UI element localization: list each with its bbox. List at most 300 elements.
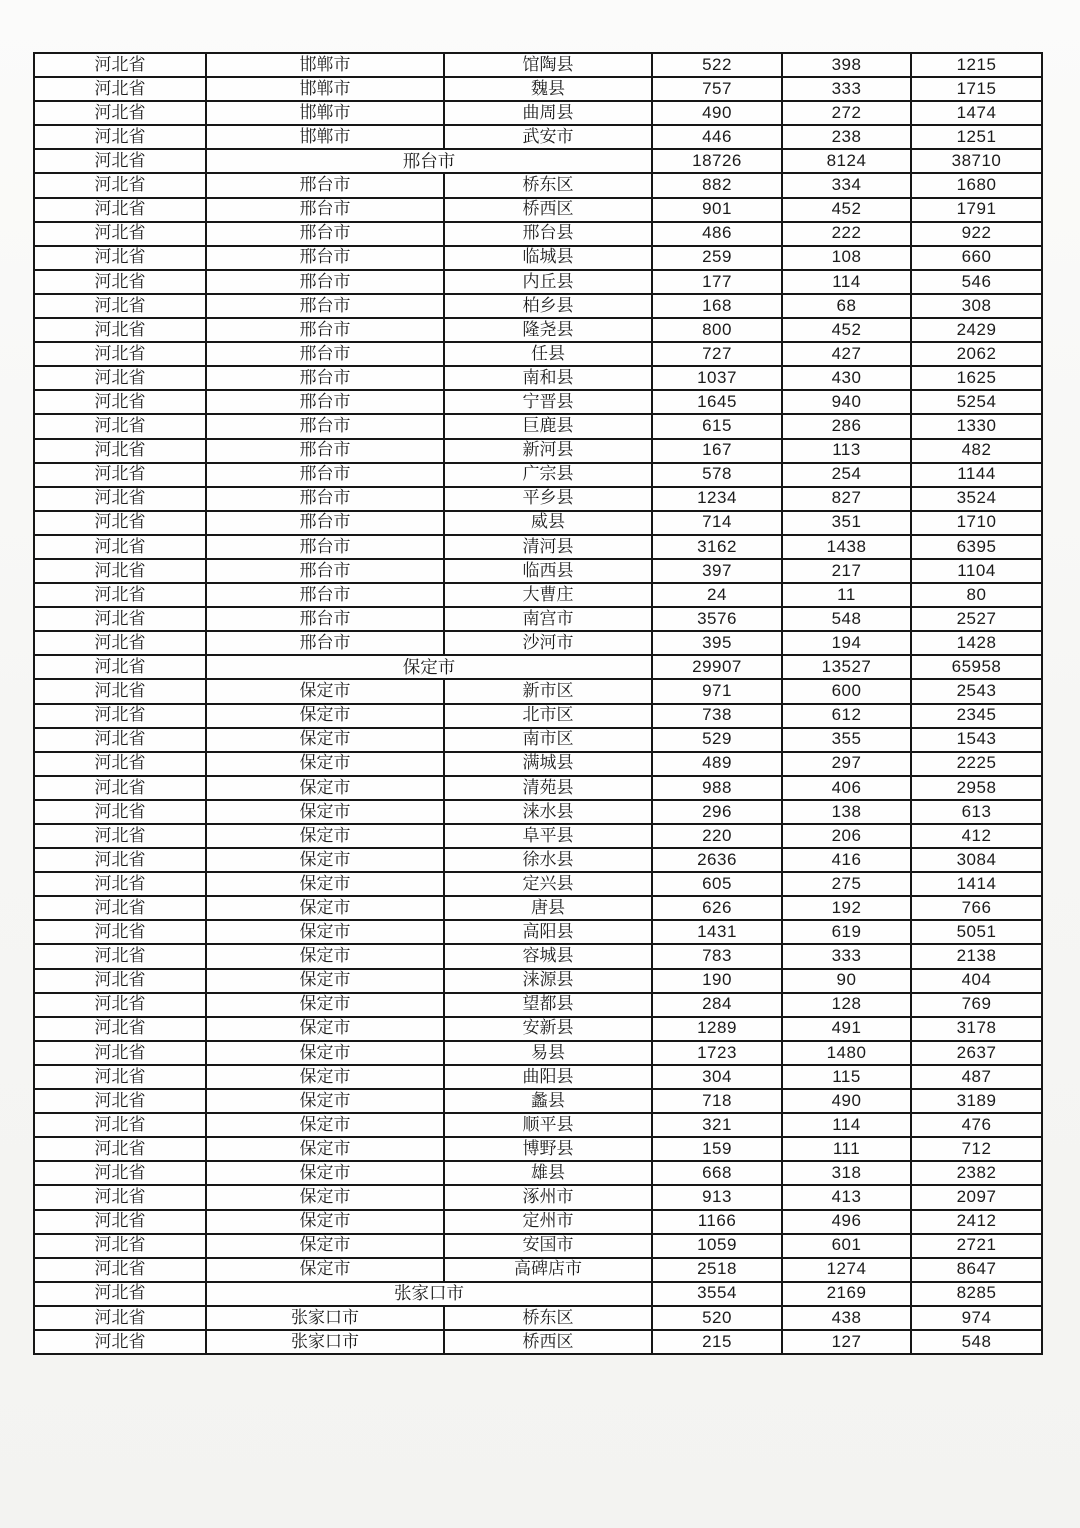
county-cell: 定兴县 <box>444 872 652 896</box>
province-cell: 河北省 <box>34 294 206 318</box>
value3-cell: 1543 <box>911 728 1042 752</box>
province-cell: 河北省 <box>34 896 206 920</box>
province-cell: 河北省 <box>34 1282 206 1306</box>
province-cell: 河北省 <box>34 1113 206 1137</box>
county-cell: 阜平县 <box>444 824 652 848</box>
table-row <box>34 1137 1042 1161</box>
value1-cell: 783 <box>652 944 782 968</box>
value1-cell: 490 <box>652 101 782 125</box>
value2-cell: 452 <box>782 318 911 342</box>
value1-cell: 3554 <box>652 1282 782 1306</box>
city-cell: 邢台市 <box>206 511 444 535</box>
value2-cell: 238 <box>782 125 911 149</box>
province-cell: 河北省 <box>34 583 206 607</box>
value1-cell: 24 <box>652 583 782 607</box>
county-cell: 曲阳县 <box>444 1065 652 1089</box>
province-cell: 河北省 <box>34 414 206 438</box>
value3-cell: 5051 <box>911 920 1042 944</box>
value3-cell: 974 <box>911 1306 1042 1330</box>
city-cell: 保定市 <box>206 728 444 752</box>
table-row <box>34 872 1042 896</box>
province-cell: 河北省 <box>34 173 206 197</box>
city-cell: 保定市 <box>206 752 444 776</box>
city-cell: 邢台市 <box>206 583 444 607</box>
city-cell: 邢台市 <box>206 559 444 583</box>
value1-cell: 177 <box>652 270 782 294</box>
value3-cell: 1414 <box>911 872 1042 896</box>
value1-cell: 605 <box>652 872 782 896</box>
value3-cell: 5254 <box>911 390 1042 414</box>
county-cell: 徐水县 <box>444 848 652 872</box>
city-cell: 保定市 <box>206 848 444 872</box>
city-cell: 保定市 <box>206 1065 444 1089</box>
city-cell: 保定市 <box>206 1017 444 1041</box>
value3-cell: 548 <box>911 1330 1042 1354</box>
value2-cell: 406 <box>782 776 911 800</box>
province-cell: 河北省 <box>34 366 206 390</box>
value3-cell: 2637 <box>911 1041 1042 1065</box>
table-row <box>34 583 1042 607</box>
county-cell: 容城县 <box>444 944 652 968</box>
value3-cell: 922 <box>911 222 1042 246</box>
city-cell: 保定市 <box>206 800 444 824</box>
province-cell: 河北省 <box>34 1065 206 1089</box>
value2-cell: 333 <box>782 77 911 101</box>
value1-cell: 159 <box>652 1137 782 1161</box>
province-cell: 河北省 <box>34 559 206 583</box>
province-cell: 河北省 <box>34 631 206 655</box>
value1-cell: 913 <box>652 1185 782 1209</box>
province-cell: 河北省 <box>34 535 206 559</box>
county-cell: 安新县 <box>444 1017 652 1041</box>
city-cell: 保定市 <box>206 993 444 1017</box>
value2-cell: 8124 <box>782 149 911 173</box>
table-row-city-total <box>34 149 1042 173</box>
value1-cell: 578 <box>652 463 782 487</box>
city-cell: 邢台市 <box>206 390 444 414</box>
value2-cell: 13527 <box>782 655 911 679</box>
value1-cell: 522 <box>652 53 782 77</box>
value1-cell: 486 <box>652 222 782 246</box>
value3-cell: 3524 <box>911 487 1042 511</box>
city-cell: 保定市 <box>206 1210 444 1234</box>
value3-cell: 3178 <box>911 1017 1042 1041</box>
value3-cell: 1715 <box>911 77 1042 101</box>
province-cell: 河北省 <box>34 824 206 848</box>
value2-cell: 297 <box>782 752 911 776</box>
value2-cell: 206 <box>782 824 911 848</box>
value1-cell: 1431 <box>652 920 782 944</box>
province-cell: 河北省 <box>34 1234 206 1258</box>
county-cell: 任县 <box>444 342 652 366</box>
value1-cell: 321 <box>652 1113 782 1137</box>
value3-cell: 1428 <box>911 631 1042 655</box>
table-row <box>34 920 1042 944</box>
value1-cell: 626 <box>652 896 782 920</box>
province-cell: 河北省 <box>34 149 206 173</box>
value1-cell: 395 <box>652 631 782 655</box>
city-cell: 邢台市 <box>206 414 444 438</box>
city-cell: 邢台市 <box>206 463 444 487</box>
city-cell: 保定市 <box>206 704 444 728</box>
value2-cell: 612 <box>782 704 911 728</box>
value2-cell: 548 <box>782 607 911 631</box>
value2-cell: 827 <box>782 487 911 511</box>
table-row <box>34 1017 1042 1041</box>
value2-cell: 108 <box>782 246 911 270</box>
value2-cell: 127 <box>782 1330 911 1354</box>
county-cell: 巨鹿县 <box>444 414 652 438</box>
table-row <box>34 1234 1042 1258</box>
table-row <box>34 222 1042 246</box>
county-cell: 柏乡县 <box>444 294 652 318</box>
value3-cell: 1215 <box>911 53 1042 77</box>
city-cell: 邢台市 <box>206 439 444 463</box>
province-cell: 河北省 <box>34 77 206 101</box>
value2-cell: 114 <box>782 1113 911 1137</box>
city-cell: 邢台市 <box>206 318 444 342</box>
value1-cell: 714 <box>652 511 782 535</box>
province-cell: 河北省 <box>34 1210 206 1234</box>
city-cell: 保定市 <box>206 920 444 944</box>
county-cell: 南和县 <box>444 366 652 390</box>
table-row <box>34 1065 1042 1089</box>
city-cell: 邢台市 <box>206 270 444 294</box>
county-cell: 威县 <box>444 511 652 535</box>
city-cell: 邯郸市 <box>206 53 444 77</box>
county-cell: 内丘县 <box>444 270 652 294</box>
value2-cell: 1438 <box>782 535 911 559</box>
county-cell: 涞源县 <box>444 969 652 993</box>
county-cell: 魏县 <box>444 77 652 101</box>
value2-cell: 11 <box>782 583 911 607</box>
value2-cell: 90 <box>782 969 911 993</box>
value1-cell: 2518 <box>652 1258 782 1282</box>
county-cell: 桥西区 <box>444 198 652 222</box>
value2-cell: 115 <box>782 1065 911 1089</box>
value1-cell: 259 <box>652 246 782 270</box>
value2-cell: 333 <box>782 944 911 968</box>
value3-cell: 8285 <box>911 1282 1042 1306</box>
table-row <box>34 1089 1042 1113</box>
value1-cell: 215 <box>652 1330 782 1354</box>
value2-cell: 490 <box>782 1089 911 1113</box>
value2-cell: 619 <box>782 920 911 944</box>
value3-cell: 3189 <box>911 1089 1042 1113</box>
value1-cell: 1645 <box>652 390 782 414</box>
county-cell: 望都县 <box>444 993 652 1017</box>
value1-cell: 718 <box>652 1089 782 1113</box>
table-row <box>34 679 1042 703</box>
value2-cell: 111 <box>782 1137 911 1161</box>
value1-cell: 1723 <box>652 1041 782 1065</box>
value3-cell: 2225 <box>911 752 1042 776</box>
table-row <box>34 390 1042 414</box>
value1-cell: 988 <box>652 776 782 800</box>
value3-cell: 2721 <box>911 1234 1042 1258</box>
county-cell: 南宫市 <box>444 607 652 631</box>
province-cell: 河北省 <box>34 1041 206 1065</box>
value2-cell: 452 <box>782 198 911 222</box>
table-row <box>34 342 1042 366</box>
table-row <box>34 1330 1042 1354</box>
table-row <box>34 198 1042 222</box>
value2-cell: 275 <box>782 872 911 896</box>
table-row <box>34 993 1042 1017</box>
county-cell: 新河县 <box>444 439 652 463</box>
value2-cell: 286 <box>782 414 911 438</box>
province-cell: 河北省 <box>34 728 206 752</box>
county-cell: 高阳县 <box>444 920 652 944</box>
value3-cell: 476 <box>911 1113 1042 1137</box>
city-total-cell: 保定市 <box>206 655 652 679</box>
value1-cell: 2636 <box>652 848 782 872</box>
table-row-city-total <box>34 655 1042 679</box>
value1-cell: 18726 <box>652 149 782 173</box>
city-cell: 邯郸市 <box>206 77 444 101</box>
value3-cell: 1474 <box>911 101 1042 125</box>
value3-cell: 2138 <box>911 944 1042 968</box>
value1-cell: 167 <box>652 439 782 463</box>
value3-cell: 613 <box>911 800 1042 824</box>
value2-cell: 601 <box>782 1234 911 1258</box>
value2-cell: 222 <box>782 222 911 246</box>
province-cell: 河北省 <box>34 1306 206 1330</box>
value3-cell: 769 <box>911 993 1042 1017</box>
value3-cell: 6395 <box>911 535 1042 559</box>
value3-cell: 2382 <box>911 1161 1042 1185</box>
table-row <box>34 414 1042 438</box>
value2-cell: 1480 <box>782 1041 911 1065</box>
city-cell: 邢台市 <box>206 246 444 270</box>
province-cell: 河北省 <box>34 1330 206 1354</box>
province-cell: 河北省 <box>34 920 206 944</box>
table-row <box>34 77 1042 101</box>
table-row <box>34 1161 1042 1185</box>
value3-cell: 308 <box>911 294 1042 318</box>
table-row <box>34 800 1042 824</box>
value1-cell: 1289 <box>652 1017 782 1041</box>
city-cell: 保定市 <box>206 872 444 896</box>
province-cell: 河北省 <box>34 776 206 800</box>
table-row <box>34 704 1042 728</box>
value3-cell: 1791 <box>911 198 1042 222</box>
value3-cell: 1144 <box>911 463 1042 487</box>
value2-cell: 438 <box>782 1306 911 1330</box>
table-row <box>34 1258 1042 1282</box>
province-cell: 河北省 <box>34 752 206 776</box>
city-total-cell: 张家口市 <box>206 1282 652 1306</box>
city-cell: 保定市 <box>206 944 444 968</box>
province-cell: 河北省 <box>34 800 206 824</box>
table-row <box>34 631 1042 655</box>
county-cell: 宁晋县 <box>444 390 652 414</box>
value1-cell: 220 <box>652 824 782 848</box>
value2-cell: 114 <box>782 270 911 294</box>
value1-cell: 882 <box>652 173 782 197</box>
province-cell: 河北省 <box>34 872 206 896</box>
city-cell: 邢台市 <box>206 294 444 318</box>
value1-cell: 304 <box>652 1065 782 1089</box>
value1-cell: 1166 <box>652 1210 782 1234</box>
province-cell: 河北省 <box>34 463 206 487</box>
value3-cell: 766 <box>911 896 1042 920</box>
value1-cell: 397 <box>652 559 782 583</box>
table-row <box>34 463 1042 487</box>
county-cell: 广宗县 <box>444 463 652 487</box>
province-cell: 河北省 <box>34 125 206 149</box>
value2-cell: 68 <box>782 294 911 318</box>
value3-cell: 65958 <box>911 655 1042 679</box>
value1-cell: 1037 <box>652 366 782 390</box>
value1-cell: 1234 <box>652 487 782 511</box>
value3-cell: 1251 <box>911 125 1042 149</box>
value1-cell: 971 <box>652 679 782 703</box>
county-cell: 北市区 <box>444 704 652 728</box>
value2-cell: 318 <box>782 1161 911 1185</box>
table-row <box>34 776 1042 800</box>
county-cell: 唐县 <box>444 896 652 920</box>
value2-cell: 2169 <box>782 1282 911 1306</box>
table-row <box>34 559 1042 583</box>
value3-cell: 2345 <box>911 704 1042 728</box>
table-row <box>34 607 1042 631</box>
city-cell: 保定市 <box>206 1258 444 1282</box>
county-cell: 平乡县 <box>444 487 652 511</box>
city-cell: 邢台市 <box>206 342 444 366</box>
value2-cell: 192 <box>782 896 911 920</box>
province-cell: 河北省 <box>34 655 206 679</box>
province-cell: 河北省 <box>34 222 206 246</box>
city-cell: 保定市 <box>206 1137 444 1161</box>
province-cell: 河北省 <box>34 511 206 535</box>
table-row <box>34 896 1042 920</box>
table-row <box>34 270 1042 294</box>
county-cell: 清苑县 <box>444 776 652 800</box>
county-cell: 易县 <box>444 1041 652 1065</box>
county-cell: 隆尧县 <box>444 318 652 342</box>
value2-cell: 416 <box>782 848 911 872</box>
value3-cell: 1104 <box>911 559 1042 583</box>
value1-cell: 520 <box>652 1306 782 1330</box>
value1-cell: 3576 <box>652 607 782 631</box>
table-row <box>34 125 1042 149</box>
city-cell: 张家口市 <box>206 1330 444 1354</box>
city-cell: 保定市 <box>206 1161 444 1185</box>
table-row <box>34 1113 1042 1137</box>
value3-cell: 80 <box>911 583 1042 607</box>
value3-cell: 1625 <box>911 366 1042 390</box>
value1-cell: 489 <box>652 752 782 776</box>
table-row <box>34 535 1042 559</box>
table-row <box>34 511 1042 535</box>
county-cell: 涞水县 <box>444 800 652 824</box>
county-cell: 沙河市 <box>444 631 652 655</box>
value1-cell: 3162 <box>652 535 782 559</box>
county-cell: 高碑店市 <box>444 1258 652 1282</box>
table-row <box>34 1306 1042 1330</box>
value3-cell: 8647 <box>911 1258 1042 1282</box>
county-cell: 南市区 <box>444 728 652 752</box>
province-cell: 河北省 <box>34 1185 206 1209</box>
county-cell: 馆陶县 <box>444 53 652 77</box>
table-row <box>34 944 1042 968</box>
value2-cell: 1274 <box>782 1258 911 1282</box>
city-cell: 保定市 <box>206 1185 444 1209</box>
county-cell: 桥东区 <box>444 1306 652 1330</box>
table-row <box>34 1185 1042 1209</box>
province-cell: 河北省 <box>34 1137 206 1161</box>
city-cell: 保定市 <box>206 679 444 703</box>
value1-cell: 757 <box>652 77 782 101</box>
value3-cell: 1680 <box>911 173 1042 197</box>
county-cell: 博野县 <box>444 1137 652 1161</box>
value1-cell: 668 <box>652 1161 782 1185</box>
value1-cell: 738 <box>652 704 782 728</box>
city-cell: 邢台市 <box>206 366 444 390</box>
table-row <box>34 53 1042 77</box>
city-cell: 保定市 <box>206 1041 444 1065</box>
county-cell: 大曹庄 <box>444 583 652 607</box>
table-row <box>34 173 1042 197</box>
county-cell: 满城县 <box>444 752 652 776</box>
province-cell: 河北省 <box>34 439 206 463</box>
city-cell: 邢台市 <box>206 631 444 655</box>
value3-cell: 712 <box>911 1137 1042 1161</box>
table-row <box>34 366 1042 390</box>
table-body <box>34 53 1042 1354</box>
value2-cell: 138 <box>782 800 911 824</box>
province-cell: 河北省 <box>34 1258 206 1282</box>
county-cell: 桥东区 <box>444 173 652 197</box>
province-cell: 河北省 <box>34 390 206 414</box>
province-cell: 河北省 <box>34 101 206 125</box>
value3-cell: 660 <box>911 246 1042 270</box>
table-row <box>34 824 1042 848</box>
value3-cell: 404 <box>911 969 1042 993</box>
county-cell: 曲周县 <box>444 101 652 125</box>
value1-cell: 727 <box>652 342 782 366</box>
value3-cell: 3084 <box>911 848 1042 872</box>
city-cell: 邢台市 <box>206 173 444 197</box>
county-cell: 临西县 <box>444 559 652 583</box>
value1-cell: 446 <box>652 125 782 149</box>
value2-cell: 427 <box>782 342 911 366</box>
city-total-cell: 邢台市 <box>206 149 652 173</box>
province-cell: 河北省 <box>34 679 206 703</box>
city-cell: 张家口市 <box>206 1306 444 1330</box>
value1-cell: 1059 <box>652 1234 782 1258</box>
city-cell: 邯郸市 <box>206 101 444 125</box>
value3-cell: 487 <box>911 1065 1042 1089</box>
value1-cell: 284 <box>652 993 782 1017</box>
value2-cell: 272 <box>782 101 911 125</box>
value1-cell: 190 <box>652 969 782 993</box>
value2-cell: 334 <box>782 173 911 197</box>
value1-cell: 529 <box>652 728 782 752</box>
county-cell: 清河县 <box>444 535 652 559</box>
value3-cell: 2062 <box>911 342 1042 366</box>
value1-cell: 29907 <box>652 655 782 679</box>
table-row <box>34 1210 1042 1234</box>
table-row <box>34 487 1042 511</box>
province-cell: 河北省 <box>34 848 206 872</box>
value2-cell: 491 <box>782 1017 911 1041</box>
value3-cell: 1710 <box>911 511 1042 535</box>
value2-cell: 113 <box>782 439 911 463</box>
province-cell: 河北省 <box>34 993 206 1017</box>
table-row-city-total <box>34 1282 1042 1306</box>
